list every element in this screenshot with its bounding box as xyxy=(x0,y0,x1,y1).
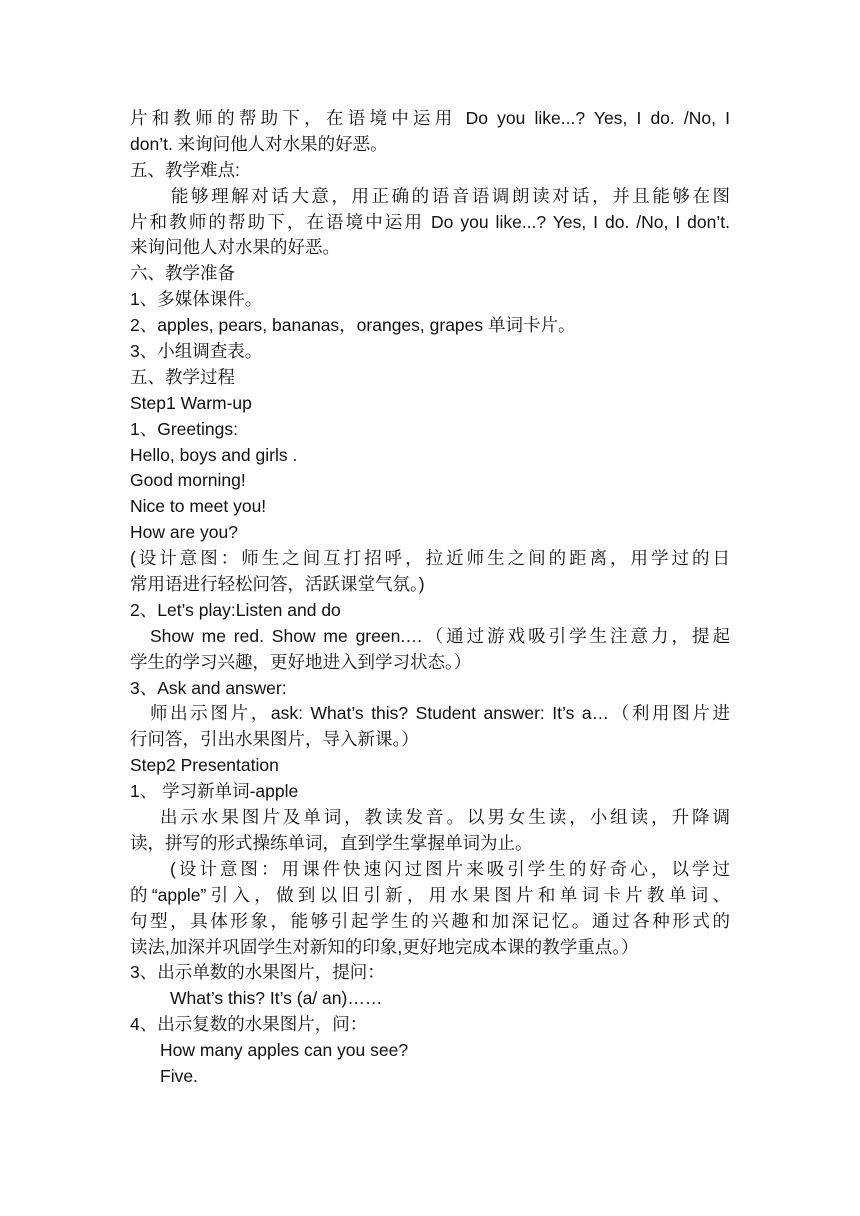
list-item: 3、小组调查表。 xyxy=(130,341,263,362)
paragraph-line: 来询问他人对水果的好恶。 xyxy=(130,237,340,258)
section-heading: 五、教学难点: xyxy=(130,159,240,180)
paragraph-line: 片和教师的帮助下，在语境中运用 Do you like...? Yes, I do. /No, I don’t. xyxy=(130,211,730,232)
text-line: Hello, boys and girls . xyxy=(130,444,298,465)
list-item: 2、apples, pears, bananas，oranges, grapes 单词卡片。 xyxy=(130,315,576,336)
text-line: 片和教师的帮助下，在语境中运用 Do you like...? Yes, I do. /No, I xyxy=(130,108,730,128)
text-line: What’s this? It’s (a/ an)…… xyxy=(170,988,383,1009)
list-item: 1、 学习新单词-apple xyxy=(130,781,299,802)
list-item: 1、多媒体课件。 xyxy=(130,289,263,310)
paragraph-line: Show me red. Show me green.…（通过游戏吸引学生注意力，提起 xyxy=(150,625,730,646)
list-item: 4、出示复数的水果图片，问： xyxy=(130,1014,368,1035)
list-item: 2、Let’s play:Listen and do xyxy=(130,599,341,620)
document-page xyxy=(130,106,730,1090)
paragraph-line: 读法,加深并巩固学生对新知的印象,更好地完成本课的教学重点。） xyxy=(130,936,639,957)
list-item: 3、出示单数的水果图片，提问： xyxy=(130,962,385,983)
paragraph-line: 行问答，引出水果图片，导入新课。） xyxy=(130,729,419,750)
paragraph-line: 学生的学习兴趣，更好地进入到学习状态。） xyxy=(130,651,472,672)
text-line: Five. xyxy=(160,1065,198,1086)
paragraph-line: 出示水果图片及单词，教读发音。以男女生读，小组读，升降调 xyxy=(160,807,730,828)
text-line: Good morning! xyxy=(130,470,246,491)
paragraph-line: (设计意图：师生之间互打招呼，拉近师生之间的距离，用学过的日 xyxy=(130,548,730,569)
list-item: 3、Ask and answer: xyxy=(130,677,287,698)
step-heading: Step2 Presentation xyxy=(130,755,279,776)
section-heading: 六、教学准备 xyxy=(130,263,235,284)
step-heading: Step1 Warm-up xyxy=(130,392,252,413)
paragraph-line: 能够理解对话大意，用正确的语音语调朗读对话，并且能够在图 xyxy=(171,185,730,206)
paragraph-line: 师出示图片，ask: What’s this? Student answer: It’s a…（利用图片进 xyxy=(150,703,730,724)
paragraph-line: (设计意图：用课件快速闪过图片来吸引学生的好奇心，以学过 xyxy=(170,858,730,879)
text-line: How many apples can you see? xyxy=(160,1040,409,1061)
paragraph-line: 常用语进行轻松问答，活跃课堂气氛。) xyxy=(130,574,425,595)
text-line: don’t. 来询问他人对水果的好恶。 xyxy=(130,133,388,154)
section-heading: 五、教学过程 xyxy=(130,366,235,387)
paragraph-line: 句型，具体形象，能够引起学生的兴趣和加深记忆。通过各种形式的 xyxy=(130,910,730,931)
text-line: Nice to meet you! xyxy=(130,496,267,517)
text-line: How are you? xyxy=(130,522,238,543)
list-item: 1、Greetings: xyxy=(130,418,238,439)
paragraph-line: 读，拼写的形式操练单词，直到学生掌握单词为止。 xyxy=(130,832,533,853)
paragraph-line: 的“apple”引入，做到以旧引新，用水果图片和单词卡片教单词、 xyxy=(130,884,730,905)
